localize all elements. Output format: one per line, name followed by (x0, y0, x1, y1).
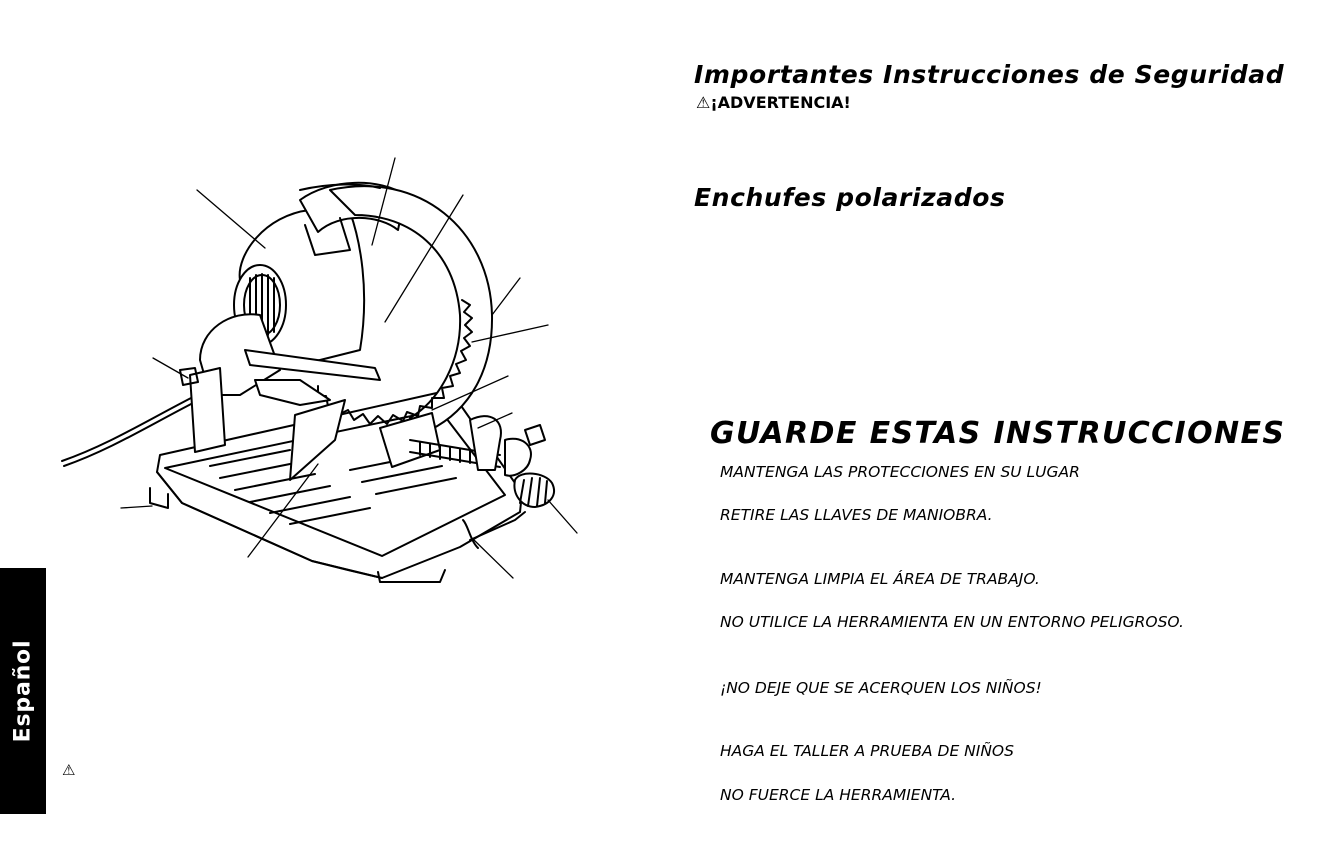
instruction-item: NO UTILICE LA HERRAMIENTA EN UN ENTORNO PELIGROSO. (720, 613, 1184, 631)
instruction-item: RETIRE LAS LLAVES DE MANIOBRA. (720, 506, 993, 524)
warning-triangle-icon: ⚠ (696, 93, 711, 112)
polarized-plugs-heading: Enchufes polarizados (694, 183, 1006, 212)
instruction-item: ¡NO DEJE QUE SE ACERQUEN LOS NIÑOS! (720, 679, 1042, 697)
side-tab-label: Español (10, 639, 36, 743)
page-title: Importantes Instrucciones de Seguridad (694, 60, 1285, 89)
instruction-item: MANTENGA LAS PROTECCIONES EN SU LUGAR (720, 463, 1080, 481)
save-instructions-heading: GUARDE ESTAS INSTRUCCIONES (710, 416, 1286, 451)
language-side-tab (0, 568, 46, 814)
chop-saw-illustration (0, 0, 660, 868)
warning-label: ¡ADVERTENCIA! (710, 93, 851, 112)
warning-triangle-icon: ⚠ (62, 761, 76, 779)
instruction-item: NO FUERCE LA HERRAMIENTA. (720, 786, 957, 804)
instruction-item: MANTENGA LIMPIA EL ÁREA DE TRABAJO. (720, 570, 1040, 588)
instruction-item: HAGA EL TALLER A PRUEBA DE NIÑOS (720, 742, 1014, 760)
warning-heading (696, 93, 851, 112)
